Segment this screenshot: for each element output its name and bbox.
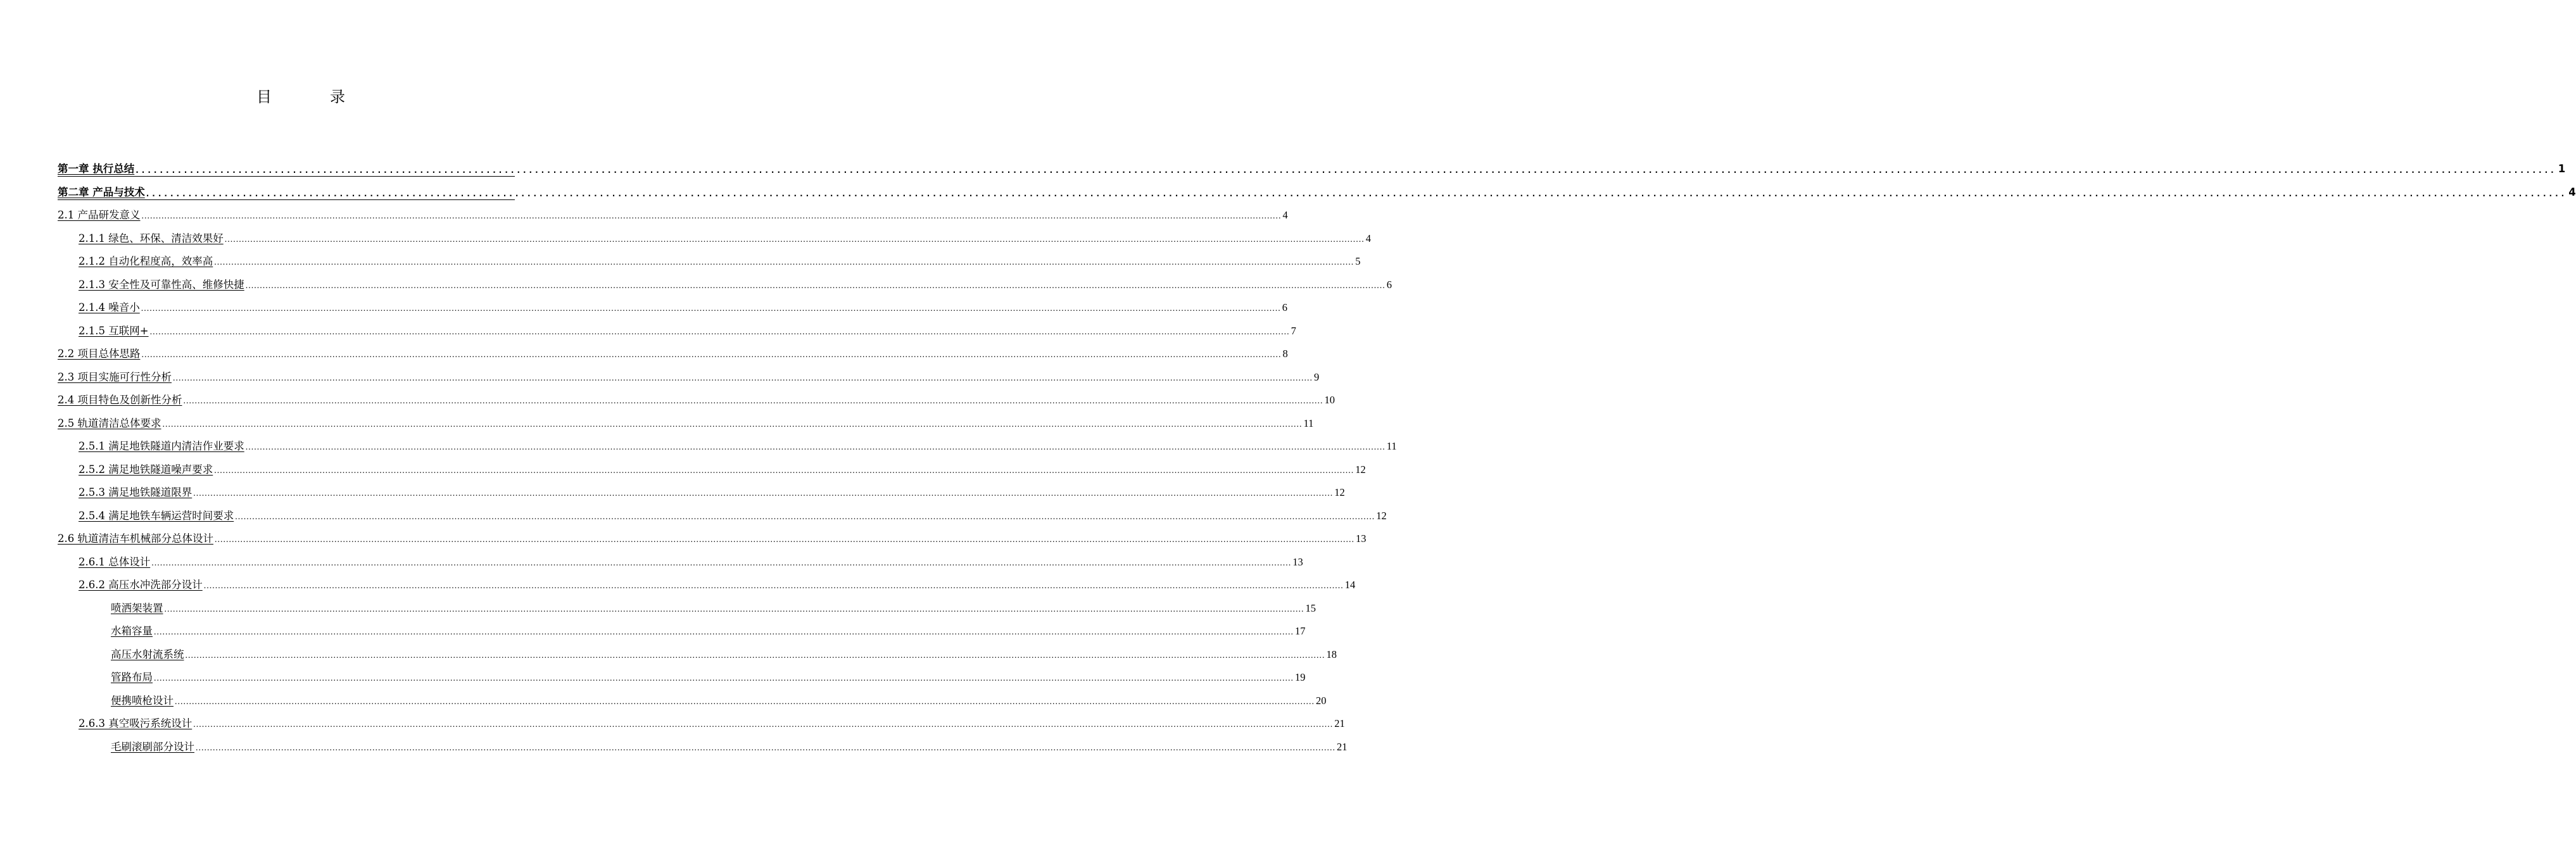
toc-leader-dots: ................................................................................................................................................................................................................................................................................................................................................................................................................ [193, 489, 1334, 498]
toc-page-number: 5 [1355, 255, 1361, 267]
toc-leader-dots: ................................................................................................................................................................................................................................................................................................................................................................................................................ [214, 258, 1354, 267]
toc-page-number: 21 [1334, 717, 1345, 729]
toc-entry[interactable] [79, 437, 1397, 453]
toc-entry-label: 喷洒架装置 [111, 602, 163, 614]
toc-entry-label: 毛刷滚刷部分设计 [111, 740, 194, 753]
toc-page-number: 11 [1386, 440, 1397, 452]
toc-page-number: 6 [1282, 301, 1287, 313]
toc-leader-dots: ................................................................................................................................................................................................................................................................................................................................................................................................................ [141, 304, 1281, 313]
toc-leader-dots: ................................................................................................................................................................................................................................................................................................................................................................................................................ [215, 535, 1354, 545]
toc-leader-dots: ................................................................................................................................................................................................................................................................................................................................................................................................................ [245, 281, 1386, 291]
toc-entry[interactable] [79, 275, 1392, 292]
toc-entry[interactable] [79, 460, 1366, 477]
toc-entry-label: 2.5.4 满足地铁车辆运营时间要求 [79, 509, 234, 522]
toc-entry[interactable] [58, 160, 2566, 177]
toc-leader-dots: ................................................................................................................................................................................................................................................................................................................................................................................................................ [185, 650, 1325, 660]
toc-leader-dots: ................................................................................................................................................................................................................................................................................................................................................................................................................ [173, 373, 1313, 383]
toc-entry[interactable] [111, 668, 1306, 684]
toc-entry-label: 2.6 轨道清洁车机械部分总体设计 [58, 533, 213, 545]
toc-page-number: 19 [1295, 671, 1306, 683]
toc-entry-label: 2.1.4 噪音小 [79, 301, 140, 313]
toc-entry[interactable] [111, 691, 1327, 708]
toc-title: 目 录 [256, 88, 367, 106]
toc-entry-label: 便携喷枪设计 [111, 694, 174, 707]
toc-page-number: 4 [2568, 186, 2576, 198]
toc-entry[interactable] [79, 553, 1303, 569]
toc-entry-label: 2.1.2 自动化程度高，效率高 [79, 255, 213, 267]
toc-entry[interactable] [111, 599, 1316, 615]
toc-page-number: 7 [1291, 324, 1296, 337]
toc-page-number: 10 [1324, 394, 1335, 406]
toc-page-number: 13 [1356, 533, 1367, 545]
toc-entry-label: 2.1.5 互联网+ [79, 324, 149, 337]
toc-entry-label: 2.1 产品研发意义 [58, 209, 141, 221]
toc-page-number: 12 [1355, 463, 1366, 476]
toc-entry-label: 2.2 项目总体思路 [58, 348, 141, 360]
toc-entry-label: 水箱容量 [111, 625, 153, 637]
toc-entry-label: 第一章 执行总结 [58, 163, 135, 175]
toc-leader-dots: ................................................................................................................................................................................................................................................................................................................................................................................................................ [141, 350, 1282, 360]
toc-leader-dots: ................................................................................................................................................................................................................................................................................................................................................................................................................ [183, 396, 1323, 406]
toc-entry[interactable] [79, 229, 1371, 246]
toc-entry[interactable] [58, 391, 1335, 407]
toc-entry-label: 高压水射流系统 [111, 648, 184, 660]
toc-entry[interactable] [79, 322, 1296, 338]
toc-page-number: 9 [1314, 370, 1320, 383]
toc-entry-label: 管路布局 [111, 671, 153, 683]
toc-leader-dots: ................................................................................................................................................................................................................................................................................................................................................................................................................ [214, 465, 1354, 476]
toc-page-number: 12 [1376, 509, 1387, 522]
toc-leader-dots: ................................................................................................................................................................................................................................................................................................................................................................................................................ [196, 743, 1335, 753]
toc-entry-label: 2.3 项目实施可行性分析 [58, 370, 172, 383]
toc-entry[interactable] [111, 645, 1337, 662]
toc-entry-label: 2.6.1 总体设计 [79, 555, 151, 568]
toc-entry-label: 2.6.3 真空吸污系统设计 [79, 717, 193, 729]
toc-entry[interactable] [58, 183, 2576, 200]
toc-page-number: 18 [1326, 648, 1337, 660]
toc-entry-label: 2.1.3 安全性及可靠性高、维修快捷 [79, 278, 244, 291]
toc-leader-dots: ................................................................................................................................................................................................................................................................................................................................................................................................................ [193, 720, 1334, 729]
toc-page-number: 8 [1282, 348, 1288, 360]
toc-entry-label: 2.5.1 满足地铁隧道内清洁作业要求 [79, 440, 244, 452]
toc-entry[interactable] [79, 576, 1356, 592]
toc-leader-dots: ................................................................................................................................................................................................................................................................................................................................................................................................................ [154, 627, 1294, 637]
toc-leader-dots: ................................................................................................................................................................................................................................................................................................................................................................................................................ [162, 419, 1303, 429]
toc-page-number: 13 [1292, 555, 1303, 568]
toc-page-number: 21 [1337, 740, 1348, 753]
toc-leader-dots: ................................................................................................................................................................................................................................................................................................................................................................................................................ [203, 581, 1344, 591]
toc-entry[interactable] [79, 252, 1361, 268]
toc-leader-dots: ................................................................................................................................................................................................................................................................................................................................................................................................................ [175, 697, 1315, 707]
toc-entry[interactable] [111, 622, 1306, 638]
toc-page-number: 15 [1305, 602, 1316, 614]
toc-entry-label: 2.6.2 高压水冲洗部分设计 [79, 579, 203, 591]
toc-entry[interactable] [58, 344, 1288, 361]
toc-entry[interactable] [58, 206, 1288, 222]
toc-page-number: 20 [1316, 694, 1327, 707]
toc-page-number: 4 [1365, 232, 1371, 244]
toc-leader-dots: ................................................................................................................................................................................................................................................................................................................................................................................................................ [141, 211, 1282, 221]
toc-entry-label: 2.1.1 绿色、环保、清洁效果好 [79, 232, 224, 244]
toc-page-number: 12 [1334, 486, 1345, 498]
toc-entry-label: 2.4 项目特色及创新性分析 [58, 394, 182, 406]
toc-entry[interactable] [79, 483, 1345, 500]
toc-leader-dots: ................................................................................................................................................................................................................................................................................................................................................................................................................ [154, 674, 1294, 683]
toc-leader-dots: ................................................................................................................................................................................................................................................................................................................................................................................................................ [245, 443, 1386, 452]
toc-entry[interactable] [58, 414, 1314, 431]
toc-leader-dots: ................................................................................................................................................................................................................................................................................................................................................................................................................ [151, 558, 1292, 568]
toc-entry[interactable] [79, 298, 1287, 315]
toc-entry[interactable] [111, 738, 1348, 754]
toc-leader-dots: ................................................................................................................................................................................................................................................................................................................................................................................................................ [149, 327, 1290, 337]
toc-entry-label: 第二章 产品与技术 [58, 186, 145, 198]
toc-entry[interactable] [79, 507, 1387, 523]
toc-page-number: 1 [2558, 163, 2566, 175]
toc-leader-dots: ................................................................................................................................................................................................................................................................................................................................................................................................................ [136, 166, 2557, 175]
toc-entry-label: 2.5.3 满足地铁隧道限界 [79, 486, 193, 498]
toc-page-number: 17 [1295, 625, 1306, 637]
toc-entry[interactable] [58, 368, 1320, 384]
toc-leader-dots: ................................................................................................................................................................................................................................................................................................................................................................................................................ [224, 234, 1365, 244]
toc-leader-dots: ................................................................................................................................................................................................................................................................................................................................................................................................................ [146, 189, 2568, 198]
toc-entry-label: 2.5.2 满足地铁隧道噪声要求 [79, 463, 213, 476]
toc-page-number: 4 [1282, 209, 1288, 221]
toc-entry[interactable] [79, 714, 1345, 731]
toc-entry-label: 2.5 轨道清洁总体要求 [58, 417, 161, 429]
toc-leader-dots: ................................................................................................................................................................................................................................................................................................................................................................................................................ [235, 512, 1375, 522]
toc-leader-dots: ................................................................................................................................................................................................................................................................................................................................................................................................................ [164, 604, 1304, 614]
toc-page-number: 11 [1303, 417, 1314, 429]
toc-entry[interactable] [58, 529, 1367, 546]
toc-page-number: 6 [1386, 278, 1392, 291]
toc-page-number: 14 [1344, 579, 1356, 591]
